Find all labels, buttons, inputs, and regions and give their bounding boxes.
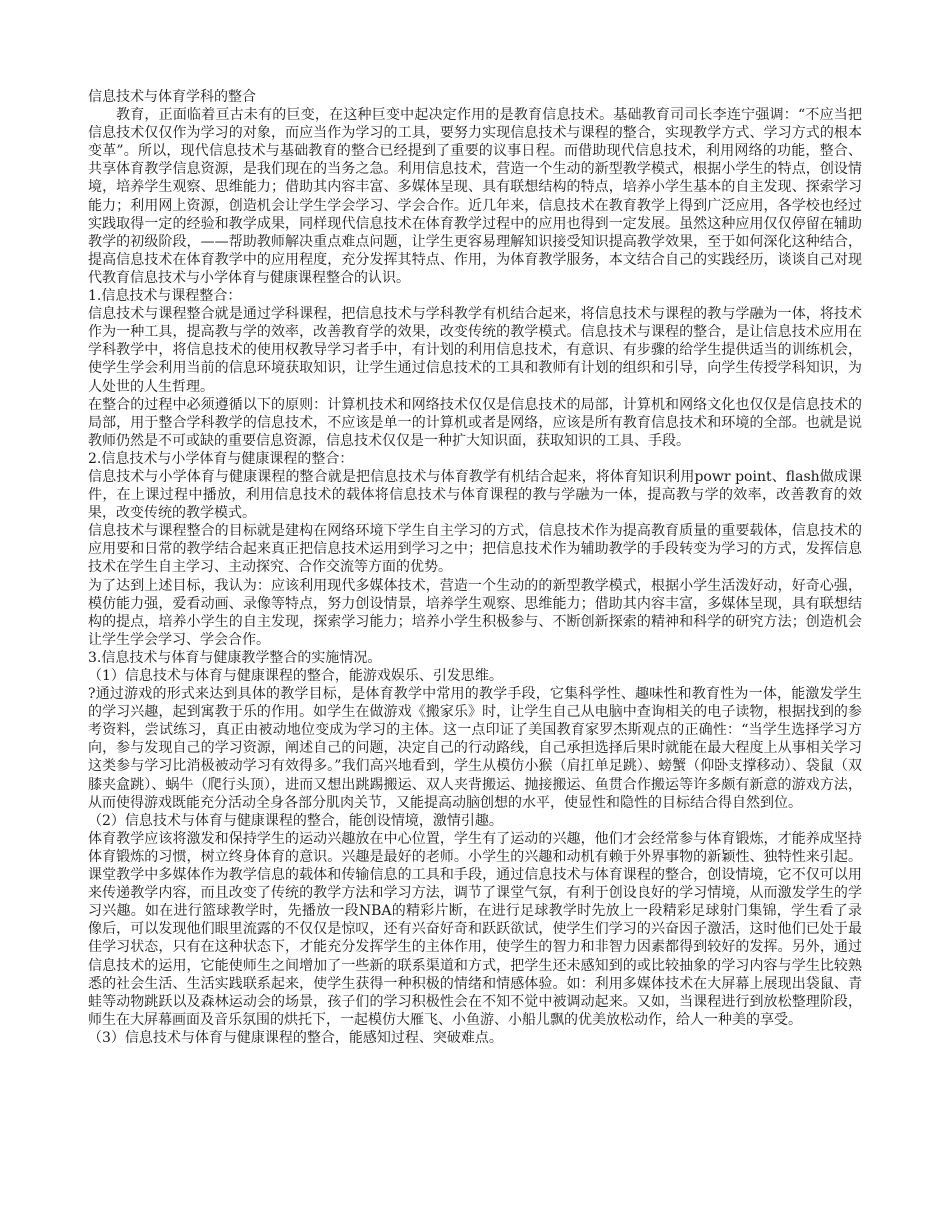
section-3-heading: 3.信息技术与体育与健康教学整合的实施情况。 xyxy=(88,649,382,666)
subsection-1-paragraph: ?通过游戏的形式来达到具体的教学目标，是体育教学中常用的教学手段，它集科学性、趣味性和教育性为一体，能激发学生的学习兴趣，起到寓教于乐的作用。如学生在做游戏《搬家乐》时，让学生自己从电脑中查询相关的电子读物，根据找到的参考资料，尝试练习，真正由被动地位变成为学习的主体。这一点印证了美国教育家罗杰斯观点的正确性：“当学生选择学习方向，参与发现自己的学习资源，阐述自己的问题，决定自己的行动路线，自己承担选择后果时就能在最大程度上从事相关学习这类参与学习比消极被动学习有效得多。”我们高兴地看到，学生从模仿小猴（肩扛单足跳）、螃蟹（仰卧支撑移动）、袋鼠（双膝夹盒跳）、蜗牛（爬行头顶），进而又想出跳踢搬运、双人夹背搬运、抛接搬运、鱼贯合作搬运等许多颇有新意的游戏方法，从而使得游戏既能充分活动全身各部分肌肉关节，又能提高动脑创想的水平，使显性和隐性的目标结合得自然到位。 xyxy=(88,686,862,811)
section-1-paragraph-1: 信息技术与课程整合就是通过学科课程，把信息技术与学科教学有机结合起来，将信息技术与课程的教与学融为一体，将技术作为一种工具，提高教与学的效率，改善教育学的效果，改变传统的教学模式。信息技术与课程的整合，是让信息技术应用在学科教学中，将信息技术的使用权教导学习者手中，有计划的利用信息技术，有意识、有步骤的给学生提供适当的训练机会，使学生学会利用当前的信息环境获取知识，让学生通过信息技术的工具和教师有计划的组织和引导，向学生传授学科知识，为人处世的人生哲理。 xyxy=(88,306,862,395)
section-1-heading: 1.信息技术与课程整合： xyxy=(88,288,242,305)
section-2-paragraph-1: 信息技术与小学体育与健康课程的整合就是把信息技术与体育教学有机结合起来，将体育知识利用powr point、flash做成课件，在上课过程中播放，利用信息技术的载体将信息技术与体育课程的教与学融为一体，提高教与学的效率，改善教育的效果，改变传统的教学模式。 xyxy=(88,468,862,522)
document-title: 信息技术与体育学科的整合 xyxy=(88,89,256,105)
subsection-1-heading: （1）信息技术与体育与健康课程的整合，能游戏娱乐、引发思维。 xyxy=(88,668,503,684)
section-2-paragraph-2: 信息技术与课程整合的目标就是建构在网络环境下学生自主学习的方式，信息技术作为提高教育质量的重要载体，信息技术的应用要和日常的教学结合起来真正把信息技术运用到学习之中；把信息技术作为辅助教学的手段转变为学习的方式，发挥信息技术在学生自主学习、主动探究、合作交流等方面的优势。 xyxy=(88,523,862,576)
subsection-2-paragraph: 体育教学应该将激发和保持学生的运动兴趣放在中心位置，学生有了运动的兴趣，他们才会经常参与体育锻炼，才能养成坚持体育锻炼的习惯，树立终身体育的意识。兴趣是最好的老师。小学生的兴趣和动机有赖于外界事物的新颖性、独特性来引起。课堂教学中多媒体作为教学信息的载体和传输信息的工具和手段，通过信息技术与体育课程的整合，创设情境，它不仅可以用来传递教学内容，而且改变了传统的教学方法和学习方法，调节了课堂气氛，有利于创设良好的学习情境，从而激发学生的学习兴趣。如在进行篮球教学时，先播放一段NBA的精彩片断，在进行足球教学时先放上一段精彩足球射门集锦，学生看了录像后，可以发现他们眼里流露的不仅仅是惊叹，还有兴奋好奇和跃跃欲试，使学生们学习的兴奋因子激活，这时他们已处于最佳学习状态，只有在这种状态下，才能充分发挥学生的主体作用，使学生的智力和非智力因素都得到较好的发挥。另外，通过信息技术的运用，它能使师生之间增加了一些新的联系渠道和方式，把学生还未感知到的或比较抽象的学习内容与学生比较熟悉的社会生活、生活实践联系起来，使学生获得一种积极的情绪和情感体验。如：利用多媒体技术在大屏幕上展现出袋鼠、青蛙等动物跳跃以及森林运动会的场景，孩子们的学习积极性会在不知不觉中被调动起来。又如，当课程进行到放松整理阶段，师生在大屏幕画面及音乐氛围的烘托下，一起模仿大雁飞、小鱼游、小船儿飘的优美放松动作，给人一种美的享受。 xyxy=(88,830,862,1028)
section-1-paragraph-2: 在整合的过程中必须遵循以下的原则：计算机技术和网络技术仅仅是信息技术的局部，计算机和网络文化也仅仅是信息技术的局部，用于整合学科教学的信息技术，不应该是单一的计算机或者是网络，应该是所有教育信息技术和环境的全部。也就是说教师仍然是不可或缺的重要信息资源，信息技术仅仅是一种扩大知识面，获取知识的工具、手段。 xyxy=(88,396,862,449)
section-2-paragraph-3: 为了达到上述目标，我认为：应该利用现代多媒体技术，营造一个生动的的新型教学模式，根据小学生活泼好动，好奇心强，模仿能力强，爱看动画、录像等特点，努力创设情景，培养学生观察、思维能力；借助其内容丰富，多媒体呈现，具有联想结构的提点，培养小学生的自主发现，探索学习能力；培养小学生积极参与、不断创新探索的精神和科学的研究方法；创造机会让学生学会学习、学会合作。 xyxy=(88,577,862,648)
subsection-2-heading: （2）信息技术与体育与健康课程的整合，能创设情境，激情引趣。 xyxy=(88,812,503,829)
subsection-3-heading: （3）信息技术与体育与健康课程的整合，能感知过程、突破难点。 xyxy=(88,1029,503,1046)
section-2-heading: 2.信息技术与小学体育与健康课程的整合： xyxy=(88,450,354,467)
intro-paragraph: 教育，正面临着亘古未有的巨变，在这种巨变中起决定作用的是教育信息技术。基础教育司司长李连宁强调：“不应当把信息技术仅仅作为学习的对象，而应当作为学习的工具，要努力实现信息技术与课程的整合，实现教学方式、学习方式的根本变革”。所以，现代信息技术与基础教育的整合已经提到了重要的议事日程。而借助现代信息技术，利用网络的功能，整合、共享体育教学信息资源，是我们现在的当务之急。利用信息技术，营造一个生动的新型教学模式，根据小学生的特点，创设情境，培养学生观察、思维能力；借助其内容丰富、多媒体呈现、具有联想结构的特点，培养小学生基本的自主发现、探索学习能力；利用网上资源，创造机会让学生学会学习、学会合作。近几年来，信息技术在教育教学上得到广泛应用，各学校也经过实践取得一定的经验和教学成果，同样现代信息技术在体育教学过程中的应用也得到一定发展。虽然这种应用仅仅停留在辅助教学的初级阶段，——帮助教师解决重点难点问题，让学生更容易理解知识接受知识提高教学效果，至于如何深化这种结合，提高信息技术在体育教学中的应用程度，充分发挥其特点、作用，为体育教学服务，本文结合自己的实践经历，谈谈自己对现代教育信息技术与小学体育与健康课程整合的认识。 xyxy=(88,107,862,286)
